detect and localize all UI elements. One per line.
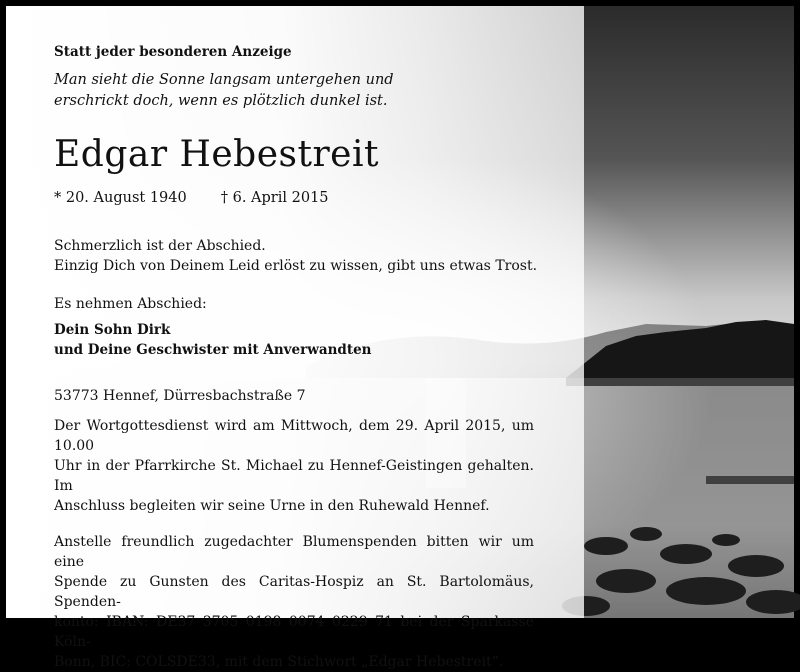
grief-line: Schmerzlich ist der Abschied. xyxy=(54,238,266,254)
mourner-line: und Deine Geschwister mit Anverwandten xyxy=(54,342,372,358)
obituary-notice xyxy=(6,6,794,670)
donation-line: Spende zu Gunsten des Caritas-Hospiz an St. Bartolomäus, Spenden- xyxy=(54,574,534,610)
quote xyxy=(54,70,534,112)
deceased-name: Edgar Hebestreit xyxy=(54,134,379,175)
service-line: Uhr in der Pfarrkirche St. Michael zu Hennef-Geistingen gehalten. Im xyxy=(54,458,534,494)
notice-heading: Statt jeder besonderen Anzeige xyxy=(54,44,292,60)
donation-line: konto: IBAN: DE37 3705 0198 0074 0229 71 bei der Sparkasse Köln- xyxy=(54,614,534,650)
donation-text xyxy=(54,532,534,672)
quote-line: Man sieht die Sonne langsam untergehen und xyxy=(54,72,394,88)
life-dates xyxy=(54,188,534,208)
quote-line: erschrickt doch, wenn es plötzlich dunkel ist. xyxy=(54,93,388,109)
service-line: Der Wortgottesdienst wird am Mittwoch, dem 29. April 2015, um 10.00 xyxy=(54,418,534,454)
notice-content xyxy=(54,42,538,672)
donation-line: Anstelle freundlich zugedachter Blumenspenden bitten wir um eine xyxy=(54,534,534,570)
farewell-intro: Es nehmen Abschied: xyxy=(54,296,207,312)
service-line: Anschluss begleiten wir seine Urne in den Ruhewald Hennef. xyxy=(54,498,490,514)
donation-line: Bonn, BIC: COLSDE33, mit dem Stichwort „Edgar Hebestreit“. xyxy=(54,654,504,670)
grief-text xyxy=(54,236,538,276)
mourners xyxy=(54,320,534,360)
death-date: † 6. April 2015 xyxy=(220,190,329,206)
service-text xyxy=(54,416,534,516)
address: 53773 Hennef, Dürresbachstraße 7 xyxy=(54,388,306,404)
birth-date: * 20. August 1940 xyxy=(54,190,187,206)
mourner-line: Dein Sohn Dirk xyxy=(54,322,171,338)
grief-line: Einzig Dich von Deinem Leid erlöst zu wissen, gibt uns etwas Trost. xyxy=(54,258,538,274)
